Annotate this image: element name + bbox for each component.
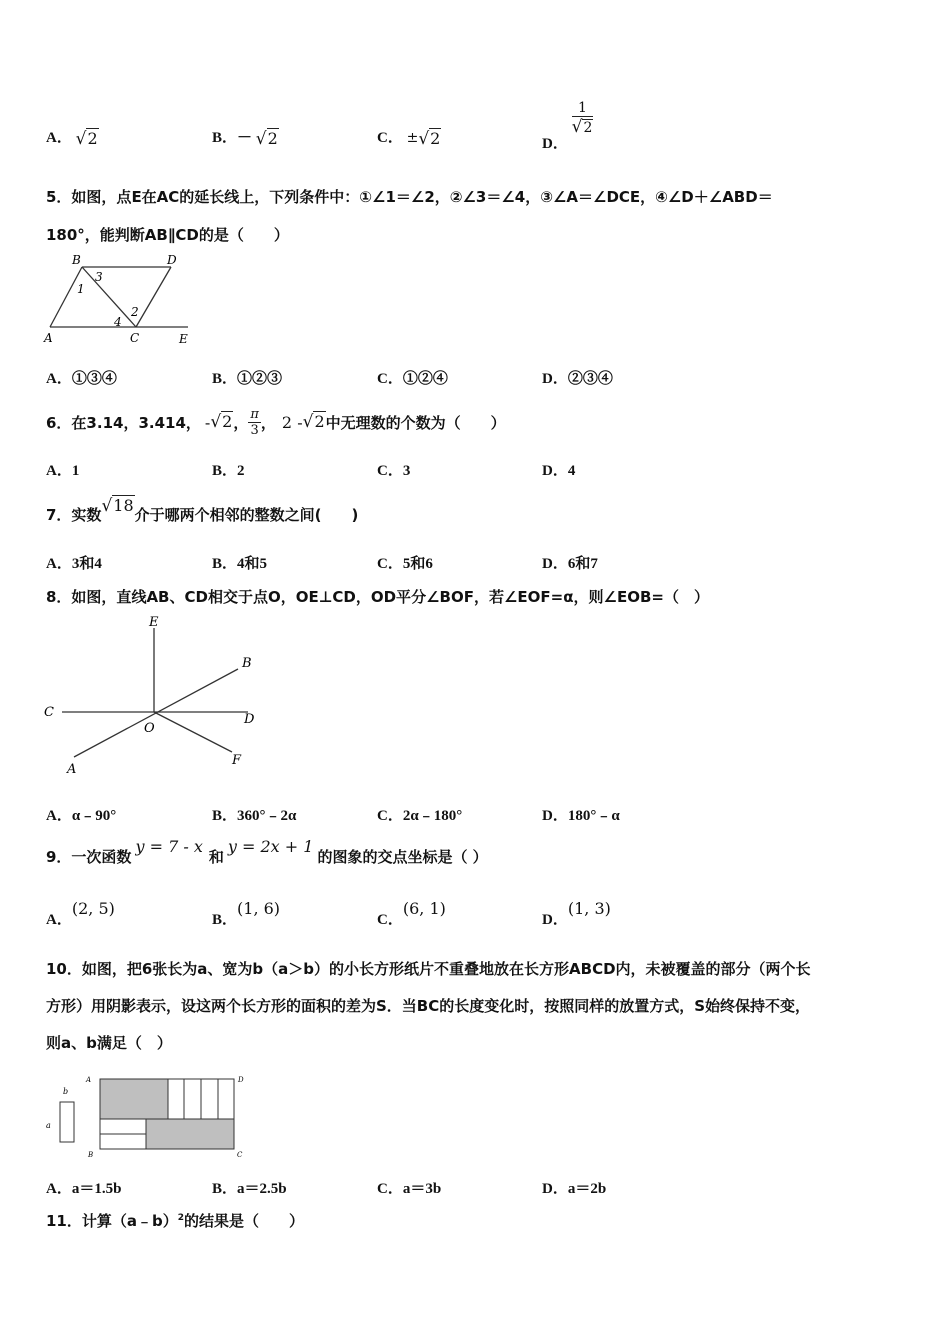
shaded-rectangle-bottom <box>146 1119 234 1149</box>
q10-option-c: C．a＝3b <box>377 1181 442 1197</box>
fraction-pi-over-3: $\frac{\pi}{3}$ <box>250 406 259 438</box>
label-e: E <box>179 332 188 346</box>
label-o: O <box>144 721 155 736</box>
q10-stem-line3: 则a、b满足（ ） <box>46 1034 172 1052</box>
sqrt-expression: √2 <box>75 128 98 149</box>
sqrt-expression: √2 <box>255 128 278 149</box>
q5-option-c: C．①②④ <box>377 371 448 387</box>
q5-figure <box>40 250 200 350</box>
q10-figure <box>40 1070 260 1162</box>
label-corner-b: B <box>88 1151 94 1159</box>
label-corner-c: C <box>237 1151 243 1159</box>
label-e: E <box>149 615 159 630</box>
line-cd <box>136 267 171 327</box>
q9-option-a: A．(2, 5) <box>46 899 115 928</box>
q6-option-d: D．4 <box>542 463 576 479</box>
q10-option-b: B．a＝2.5b <box>212 1181 287 1197</box>
label-corner-a: A <box>86 1076 92 1084</box>
label-c: C <box>130 331 140 345</box>
q7-option-b: B．4和5 <box>212 556 268 572</box>
q4-option-c: C． ±√2 <box>377 128 441 149</box>
q5-stem-line2: 180°，能判断AB∥CD的是（ ） <box>46 226 289 244</box>
q9-option-c: C．(6, 1) <box>377 899 446 928</box>
label-f: F <box>232 753 242 768</box>
label-a: A <box>44 331 53 345</box>
label-c: C <box>44 705 54 720</box>
equation-2: y = 2x + 1 <box>227 836 314 856</box>
q5-option-a: A．①③④ <box>46 371 117 387</box>
q7-option-a: A．3和4 <box>46 556 102 572</box>
q8-stem: 8．如图，直线AB、CD相交于点O，OE⊥CD，OD平分∠BOF，若∠EOF=α，则∠EOB=（ ） <box>46 588 709 606</box>
sqrt-expression: √2 <box>418 128 441 149</box>
sqrt-expression: √2 <box>302 412 325 432</box>
equation-1: y = 7 - x <box>135 836 203 856</box>
label-d: D <box>167 253 177 267</box>
label-angle-3: 3 <box>95 270 103 284</box>
label-b: B <box>72 253 81 267</box>
label-angle-4: 4 <box>114 315 122 329</box>
shaded-rectangle-top <box>100 1079 168 1119</box>
label-corner-d: D <box>238 1076 244 1084</box>
q6-stem: 6．在3.14，3.414， - √2 ， $\frac{\pi}{3}$ ， 2 - √2 中无理数的个数为（ ） <box>46 406 506 438</box>
q5-option-b: B．①②③ <box>212 371 283 387</box>
q10-stem-line2: 方形）用阴影表示，设这两个长方形的面积的差为S．当BC的长度变化时，按照同样的放置方式，S始终保持不变， <box>46 997 811 1015</box>
label-angle-2: 2 <box>131 305 139 319</box>
q6-option-c: C．3 <box>377 463 411 479</box>
label-a: A <box>67 762 77 777</box>
ray-of <box>154 712 232 752</box>
label-b: B <box>242 656 252 671</box>
q4-option-d: D． $\frac{1}{√2}$ <box>542 100 593 152</box>
label-a: a <box>46 1121 51 1130</box>
sqrt-expression: √2 <box>571 117 593 137</box>
q7-option-d: D．6和7 <box>542 556 598 572</box>
q9-option-d: D．(1, 3) <box>542 899 611 928</box>
q11-stem: 11．计算（a﹣b）$^2$的结果是（ ） <box>46 1212 305 1230</box>
q7-stem: 7．实数 √18 介于哪两个相邻的整数之间( ) <box>46 496 359 524</box>
q8-option-c: C．2α﹣180° <box>377 808 463 824</box>
fraction: $\frac{1}{√2}$ <box>571 100 593 137</box>
q5-option-d: D．②③④ <box>542 371 613 387</box>
q9-stem: 9．一次函数 y = 7 - x 和 y = 2x + 1 的图象的交点坐标是（ ） <box>46 836 488 866</box>
q8-figure <box>40 612 270 782</box>
q10-option-d: D．a＝2b <box>542 1181 607 1197</box>
sqrt-expression: √2 <box>210 412 233 432</box>
q6-option-b: B．2 <box>212 463 245 479</box>
line-ab <box>50 267 82 327</box>
line-bc <box>82 267 136 327</box>
label-b: b <box>63 1087 69 1096</box>
q6-option-a: A．1 <box>46 463 80 479</box>
label-d: D <box>244 712 255 727</box>
q8-option-a: A．α﹣90° <box>46 808 117 824</box>
q5-stem-line1: 5．如图，点E在AC的延长线上，下列条件中：①∠1＝∠2，②∠3＝∠4，③∠A＝∠DCE，④∠D＋∠ABD＝ <box>46 188 773 206</box>
small-rectangle <box>60 1102 74 1142</box>
q9-option-b: B．(1, 6) <box>212 899 281 928</box>
q10-option-a: A．a＝1.5b <box>46 1181 122 1197</box>
q4-option-b: B．－ √2 <box>212 128 278 149</box>
q7-option-c: C．5和6 <box>377 556 433 572</box>
q10-stem-line1: 10．如图，把6张长为a、宽为b（a＞b）的小长方形纸片不重叠地放在长方形ABCD内，未被覆盖的部分（两个长 <box>46 960 811 978</box>
q4-option-a: A． √2 <box>46 128 98 149</box>
q8-option-b: B．360°﹣2α <box>212 808 297 824</box>
label-angle-1: 1 <box>77 282 85 296</box>
q8-option-d: D．180°﹣α <box>542 808 620 824</box>
sqrt-expression: √18 <box>101 496 134 516</box>
